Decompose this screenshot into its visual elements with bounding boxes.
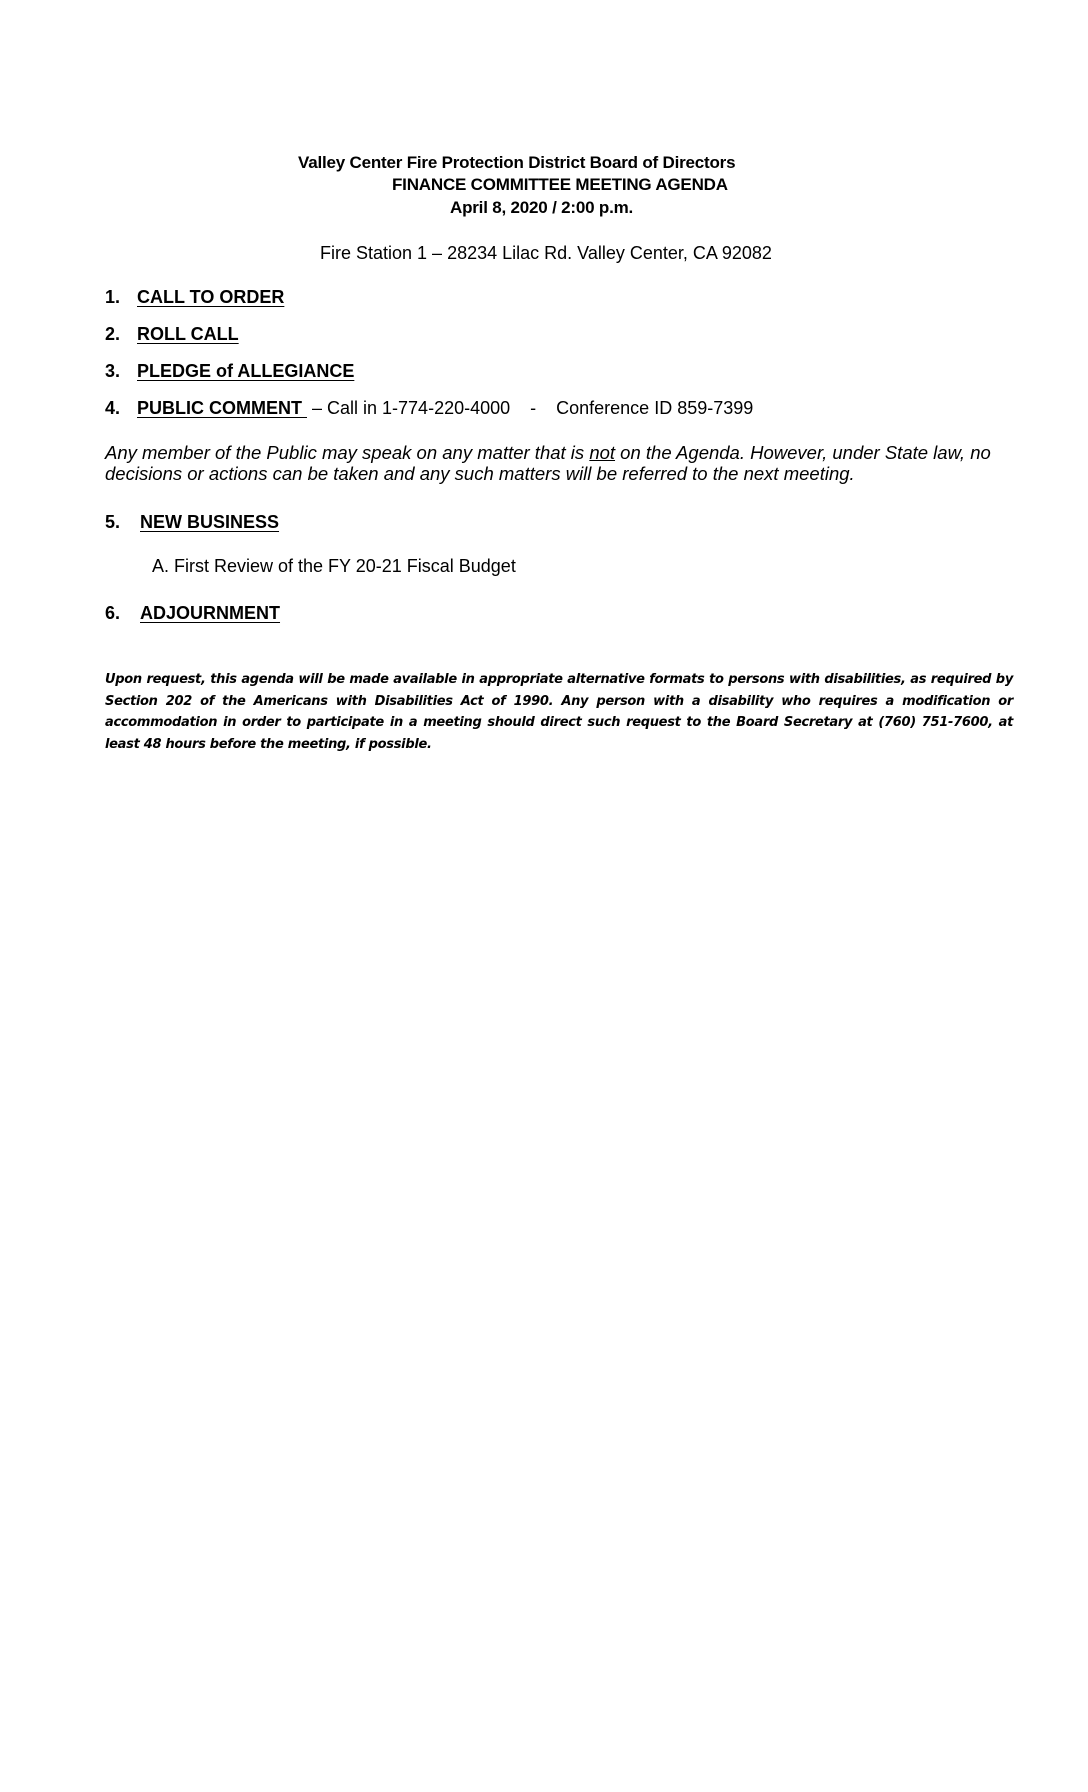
item-label: ADJOURNMENT bbox=[140, 603, 281, 623]
item-label: CALL TO ORDER bbox=[137, 287, 285, 307]
agenda-item-roll-call bbox=[105, 324, 239, 345]
agenda-item-call-to-order bbox=[105, 287, 284, 308]
item-label: PLEDGE of ALLEGIANCE bbox=[137, 361, 355, 381]
item-number: 5. bbox=[105, 512, 121, 532]
accessibility-disclaimer: Upon request, this agenda will be made available in appropriate alternative formats to persons with disabilities, as required by Section 202 of the Americans with Disabilities Act of 1990. Any person with a disability who requires a modification or accommodation in order to participate in a meeting should direct such request to the Board Secretary at (760) 751-7600, at least 48 hours before the meeting, if possible. bbox=[105, 672, 1013, 752]
agenda-item-pledge bbox=[105, 361, 354, 382]
note-text-after: on the Agenda. However, under State law, no decisions or actions can be taken and any such matters will be referred to the next meeting. bbox=[105, 442, 991, 484]
note-text-underlined: not bbox=[589, 442, 616, 463]
item-label: NEW BUSINESS bbox=[140, 512, 280, 532]
item-number: 6. bbox=[105, 603, 121, 623]
agenda-item-public-comment bbox=[105, 398, 753, 419]
item-label: PUBLIC COMMENT bbox=[137, 398, 307, 418]
meeting-title: FINANCE COMMITTEE MEETING AGENDA bbox=[392, 175, 728, 194]
call-in-details: – Call in 1-774-220-4000 - Conference ID 859-7399 bbox=[307, 398, 754, 418]
agenda-item-adjournment bbox=[105, 603, 280, 624]
item-label: ROLL CALL bbox=[137, 324, 239, 344]
note-text-before: Any member of the Public may speak on any matter that is bbox=[105, 442, 590, 463]
meeting-date-time: April 8, 2020 / 2:00 p.m. bbox=[450, 198, 634, 217]
item-number: 3. bbox=[105, 361, 121, 381]
new-business-sub-item-a: A. First Review of the FY 20-21 Fiscal Budget bbox=[152, 556, 516, 576]
agenda-item-new-business bbox=[105, 512, 279, 533]
item-number: 1. bbox=[105, 287, 121, 307]
board-title: Valley Center Fire Protection District Board of Directors bbox=[298, 153, 736, 172]
item-number: 2. bbox=[105, 324, 121, 344]
meeting-location: Fire Station 1 – 28234 Lilac Rd. Valley Center, CA 92082 bbox=[320, 243, 772, 263]
item-number: 4. bbox=[105, 398, 121, 418]
public-comment-note bbox=[105, 442, 1015, 484]
